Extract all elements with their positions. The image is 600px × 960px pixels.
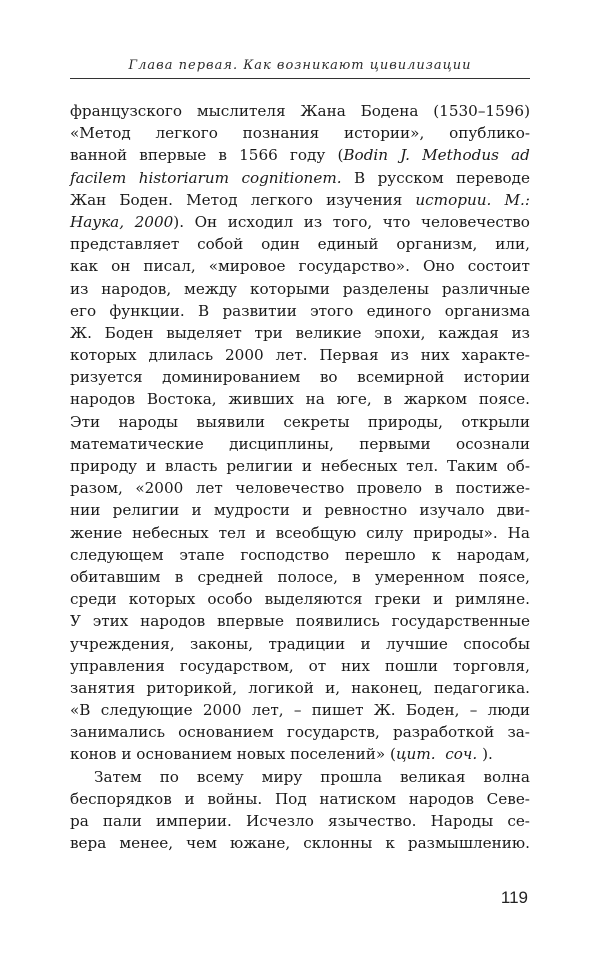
word: истории», [344,124,425,143]
word: секреты [283,412,350,431]
word: из [303,212,323,231]
word: пали [102,812,142,830]
word: лет. [275,346,308,365]
word: Под [274,789,307,808]
word: в [352,567,361,586]
word: и [146,457,157,475]
word: среди [70,590,117,609]
word: его [70,301,97,320]
word: как [70,257,99,276]
word: религии [112,501,180,520]
text-line [70,499,530,521]
word: году [289,146,326,165]
word: Наука, [70,212,125,231]
word: всему [196,767,244,786]
text-line [70,255,530,277]
word: поясе, [478,567,530,586]
word: или, [495,235,530,254]
word: на [305,390,325,409]
word: (цит. [390,745,436,764]
word: народы [118,412,178,431]
word: J. [400,146,410,165]
word: Эти [70,412,101,431]
word: склонны [303,834,373,853]
text-line [70,766,530,788]
word: доминированием [162,368,301,387]
word: и [191,501,202,520]
word: люди [487,701,530,720]
word: них [420,346,450,365]
word: пишет [311,701,364,720]
word: и [432,590,444,609]
word: исходил [227,212,294,231]
word: обитавшим [70,567,161,586]
text-line [70,211,530,233]
word: и [302,501,313,520]
word: единого [366,301,432,320]
word: 2000). [134,212,185,231]
text-line [70,677,530,699]
word: провело [356,479,423,498]
word: Methodus [422,146,499,165]
word: них [341,656,370,675]
word: римляне. [455,590,530,609]
word: единый [317,235,379,254]
word: эпохи, [374,323,426,342]
word: силу [366,523,404,542]
word: тел [218,523,246,542]
word: впервые [216,612,284,631]
text-line [70,544,530,566]
word: тел. [406,457,439,475]
text-line [70,167,530,189]
header-rule [70,78,530,79]
text-line [70,411,530,433]
word: человечество [235,479,345,498]
word: развитии [222,301,297,320]
word: разом, [70,479,123,498]
word: государственные [391,612,530,631]
word: об- [506,457,530,475]
word: во [319,368,338,387]
word: торговля, [452,656,530,675]
word: и, [325,678,341,697]
word: Севе- [486,789,530,808]
word: в [434,479,444,498]
word: facilem [70,168,127,187]
word: народов [70,390,136,409]
word: познания [242,124,320,143]
word: из [511,323,530,342]
word: народов [408,789,474,808]
word: от [308,656,327,675]
word: вера [70,834,107,853]
text-line [70,522,530,544]
word: религии [226,457,293,475]
text-line [70,366,530,388]
word: традиции [268,634,346,653]
word: волна [483,767,530,786]
text-line [70,300,530,322]
word: занимались [70,723,165,742]
word: нии [70,501,101,520]
word: организма [444,301,530,320]
word: три [254,323,283,342]
word: 1566 [239,146,278,165]
word: М.: [504,190,530,209]
word: того, [332,212,373,231]
word: этого [310,301,354,320]
text-line [70,189,530,211]
text-line [70,477,530,499]
word: Исчезло [246,812,314,830]
word: «2000 [135,479,184,498]
word: способы [463,634,530,653]
word: и [121,745,132,764]
word: законы, [190,634,254,653]
text-line [70,810,530,832]
word: Боден [104,323,154,342]
word: се- [507,812,530,830]
word: ванной [70,146,128,165]
word: функции. [109,301,185,320]
word: умеренном [374,567,465,586]
word: (Bodin [337,146,389,165]
word: изучало [419,501,485,520]
word: что [382,212,411,231]
word: логикой [248,678,314,697]
word: которых [70,346,137,365]
word: Оно [422,257,455,276]
word: наконец, [351,678,423,697]
word: за- [507,723,530,742]
word: Бодена [360,102,419,120]
word: власть [165,457,218,475]
word: размышлению. [407,834,530,853]
word: впервые [139,146,207,165]
word: народов, [101,279,172,298]
word: Ж. [373,701,396,720]
word: появились [295,612,380,631]
word: конов [70,745,117,764]
word: особо [207,590,253,609]
word: которых [128,590,196,609]
word: учреждения, [70,634,175,653]
word: Затем [94,767,142,786]
text-line [70,233,530,255]
word: и [301,457,312,475]
word: На [507,523,530,542]
word: язычество. [328,812,417,830]
word: соч. ). [445,745,493,764]
word: и [184,789,195,808]
word: historiarum [138,168,230,187]
word: государств, [286,723,380,742]
word: открыли [461,412,530,431]
word: из [390,346,409,365]
word: прошла [320,767,383,786]
word: к [431,545,442,564]
word: французского [70,102,183,120]
word: первыми [359,434,431,453]
word: великая [400,767,466,786]
word: мудрости [213,501,290,520]
word: человечество [420,212,530,231]
word: пошли [384,656,439,675]
word: Народы [430,812,494,830]
word: небесных [132,523,209,542]
word: государство». [298,257,410,276]
word: характе- [461,346,530,365]
word: В [353,168,366,187]
word: греки [374,590,421,609]
word: живших [228,390,294,409]
word: 2000 [225,346,264,365]
word: разработкой [393,723,495,742]
word: миру [261,767,303,786]
text-line [70,633,530,655]
word: математические [70,434,204,453]
word: управления [70,656,165,675]
word: cognitionem. [241,168,342,187]
word: менее, [119,834,174,853]
word: этих [92,612,129,631]
word: новых [236,745,286,764]
word: чем [186,834,217,853]
word: он [111,257,131,276]
word: южане, [230,834,291,853]
word: к [385,834,395,853]
word: «Метод [70,124,131,143]
word: небесных [320,457,398,475]
word: натиском [319,789,397,808]
word: выделяются [264,590,363,609]
text-line [70,388,530,410]
word: 2000 [202,701,242,720]
word: из [70,279,89,298]
word: поселений» [290,745,386,764]
word: и [255,523,266,542]
word: основанием [178,723,274,742]
text-line [70,433,530,455]
word: представляет [70,235,180,254]
word: природы, [367,412,443,431]
word: Боден, [405,701,460,720]
word: ризуется [70,368,143,387]
text-line [70,100,530,122]
text-line [70,322,530,344]
text-line [70,278,530,300]
word: средней [197,567,264,586]
word: и [360,634,371,653]
word: осознали [455,434,530,453]
word: риторикой, [146,678,238,697]
word: Боден. [119,190,173,209]
word: лет, [251,701,284,720]
word: истории. [415,190,492,209]
word: различные [441,279,530,298]
word: переводе [456,168,530,187]
word: лет [195,479,223,498]
word: народам, [456,545,530,564]
word: войны. [207,789,263,808]
text-line [70,588,530,610]
word: господство [240,545,330,564]
word: организм, [396,235,478,254]
text-line [70,655,530,677]
word: Ж. [70,323,92,342]
word: состоит [467,257,530,276]
word: природу [70,457,138,475]
word: следующем [70,545,164,564]
text-line [70,832,530,854]
word: занятия [70,678,136,697]
text-line [70,144,530,166]
word: выявили [196,412,265,431]
word: «мировое [208,257,286,276]
text-line [70,455,530,477]
text-line [70,122,530,144]
word: жение [70,523,123,542]
word: Жан [70,190,107,209]
word: Жана [300,102,346,120]
word: Метод [186,190,238,209]
word: в [383,390,393,409]
word: великие [295,323,362,342]
word: В [197,301,210,320]
word: по [159,767,179,786]
word: педагогика. [433,678,530,697]
word: один [261,235,300,254]
word: жарком [403,390,468,409]
word: – [469,701,478,720]
text-line [70,788,530,810]
word: легкого [155,124,218,143]
word: всемирной [357,368,445,387]
word: (1530–1596) [433,102,530,120]
word: разделены [342,279,430,298]
text-line [70,743,530,765]
word: каждая [438,323,499,342]
word: в [218,146,227,165]
word: перешло [344,545,416,564]
word: выделяет [166,323,242,342]
word: следующие [100,701,193,720]
word: Таким [447,457,498,475]
word: ad [511,146,530,165]
word: этапе [179,545,225,564]
word: опублико- [449,124,530,143]
text-line [70,721,530,743]
word: писал, [143,257,196,276]
word: народов [140,612,206,631]
word: длилась [148,346,214,365]
word: мыслителя [196,102,286,120]
text-line [70,699,530,721]
word: которыми [249,279,330,298]
word: дисциплины, [229,434,334,453]
word: в [174,567,184,586]
word: между [184,279,238,298]
text-line [70,610,530,632]
body-text [70,100,530,854]
running-header: Глава первая. Как возникают цивилизации [128,58,472,73]
word: природы». [413,523,498,542]
page-number: 119 [500,888,528,907]
word: собой [197,235,244,254]
word: «В [70,701,91,720]
word: всеобщую [275,523,357,542]
text-line [70,566,530,588]
word: государством, [179,656,294,675]
word: юге, [336,390,372,409]
word: Он [194,212,218,231]
word: русском [377,168,444,187]
word: лучшие [386,634,448,653]
word: ра [70,812,89,830]
word: У [70,612,81,631]
word: основанием [136,745,232,764]
text-line [70,344,530,366]
word: истории [463,368,530,387]
word: – [293,701,302,720]
word: беспорядков [70,789,172,808]
word: империи. [156,812,232,830]
word: постиже- [455,479,530,498]
word: легкого [250,190,313,209]
word: Первая [319,346,379,365]
word: ревностно [324,501,408,520]
word: Востока, [146,390,217,409]
word: полосе, [277,567,338,586]
word: изучения [326,190,403,209]
word: дви- [496,501,530,520]
word: поясе. [478,390,530,409]
